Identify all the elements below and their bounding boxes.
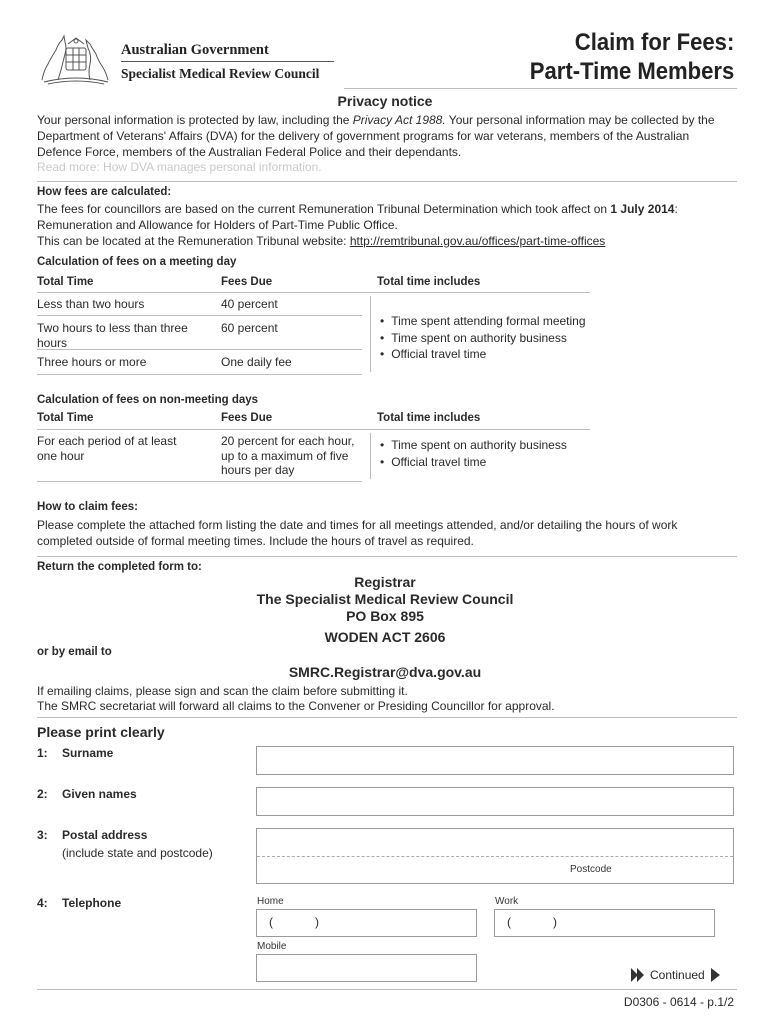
postal-address-label: Postal address: [62, 828, 148, 842]
continued-indicator: [630, 967, 725, 983]
council-name: Specialist Medical Review Council: [121, 66, 320, 81]
arrow-right-icon: [709, 967, 725, 983]
form-title: [529, 28, 734, 86]
meeting-col-fees-due: Fees Due: [221, 276, 273, 288]
telephone-label: Telephone: [62, 896, 122, 910]
nonmeeting-col-fees-due: Fees Due: [221, 412, 273, 424]
meeting-column-divider: [370, 296, 371, 372]
surname-label: Surname: [62, 746, 114, 760]
continued-label: Continued: [650, 968, 705, 982]
work-phone-input[interactable]: [494, 909, 715, 937]
postal-address-hint: (include state and postcode): [62, 846, 213, 860]
form-title-line-2: Part-Time Members: [529, 58, 734, 85]
email-address[interactable]: SMRC.Registrar@dva.gov.au: [288, 664, 482, 680]
nonmeeting-includes-list: [380, 437, 567, 470]
address-line: PO Box 895: [346, 608, 424, 624]
form-code: D0306 - 0614 - p.1/2: [623, 995, 734, 1009]
or-email-label: or by email to: [37, 646, 112, 658]
section-divider: [37, 556, 737, 557]
nonmeeting-time: For each period of at least one hour: [37, 434, 177, 463]
address-line: The Specialist Medical Review Council: [256, 591, 514, 607]
area-code-open: (: [507, 915, 511, 929]
meeting-row-2-time: Two hours to less than three hours: [37, 321, 188, 350]
address-dashed-divider: [257, 856, 733, 857]
work-phone-label: Work: [495, 896, 519, 907]
field-number: 4:: [37, 896, 48, 910]
home-phone-label: Home: [257, 896, 284, 907]
list-item: • Time spent attending formal meeting: [380, 313, 586, 330]
form-title-line-1: Claim for Fees:: [574, 29, 734, 56]
surname-input[interactable]: [256, 746, 734, 775]
form-heading: Please print clearly: [37, 724, 165, 740]
privacy-text-part-2: Your personal information may be collected by the Department of Veterans' Affairs (DVA) for the delivery of government programs for war veterans, members of the Australian Defence Force, members of the Australian Federal Police and their dependants.: [37, 113, 715, 159]
meeting-row-3-fee: One daily fee: [221, 355, 292, 369]
coat-of-arms-logo: [34, 30, 116, 86]
nonmeeting-fee: 20 percent for each hour, up to a maximum of five hours per day: [221, 434, 355, 477]
fees-line-1-end: :: [674, 202, 678, 216]
field-number: 2:: [37, 787, 48, 801]
fees-line-2: Remuneration and Allowance for Holders of Part-Time Public Office.: [37, 218, 398, 232]
nonmeeting-col-includes: Total time includes: [377, 412, 481, 424]
nonmeeting-row-rule: [37, 481, 362, 482]
meeting-row-2-fee: 60 percent: [221, 321, 278, 335]
address-line: Registrar: [354, 574, 416, 590]
field-number: 1:: [37, 746, 48, 760]
postcode-label: Postcode: [570, 864, 612, 875]
meeting-heading: Calculation of fees on a meeting day: [37, 256, 237, 268]
claim-text: Please complete the attached form listing the date and times for all meetings attended, and/or detailing the hours of work completed outside of formal meeting times. Include the hours of travel as required.: [37, 518, 678, 548]
meeting-col-includes: Total time includes: [377, 276, 481, 288]
government-name: Australian Government: [121, 42, 269, 58]
mobile-phone-label: Mobile: [257, 941, 287, 952]
given-names-input[interactable]: [256, 787, 734, 816]
privacy-read-more-link[interactable]: Read more: How DVA manages personal information.: [37, 160, 322, 174]
privacy-heading: Privacy notice: [337, 93, 433, 109]
list-item: • Time spent on authority business: [380, 437, 567, 454]
list-item: • Official travel time: [380, 454, 567, 471]
meeting-row-rule: [37, 349, 362, 350]
title-rule: [344, 88, 737, 89]
meeting-row-1-fee: 40 percent: [221, 297, 278, 311]
postal-address-input[interactable]: [256, 828, 734, 884]
field-number: 3:: [37, 828, 48, 842]
area-code-close: ): [553, 915, 557, 929]
nonmeeting-column-divider: [370, 433, 371, 479]
list-item: • Official travel time: [380, 346, 586, 363]
meeting-row-3-time: Three hours or more: [37, 355, 147, 369]
remtribunal-link[interactable]: http://remtribunal.gov.au/offices/part-time-offices: [349, 234, 606, 248]
mobile-phone-input[interactable]: [256, 954, 477, 982]
fees-effective-date: 1 July 2014: [610, 202, 675, 216]
fees-line-3: This can be located at the Remuneration Tribunal website:: [37, 234, 350, 248]
fees-heading: How fees are calculated:: [37, 186, 172, 198]
nonmeeting-heading: Calculation of fees on non-meeting days: [37, 394, 259, 406]
meeting-header-rule: [37, 292, 590, 293]
section-divider: [37, 717, 737, 718]
return-heading: Return the completed form to:: [37, 561, 202, 573]
privacy-text-part-1: Your personal information is protected by law, including the: [37, 113, 353, 127]
header-divider: [121, 61, 334, 62]
meeting-row-rule: [37, 374, 362, 375]
meeting-col-total-time: Total Time: [37, 276, 94, 288]
area-code-open: (: [269, 915, 273, 929]
meeting-row-rule: [37, 315, 362, 316]
area-code-close: ): [315, 915, 319, 929]
privacy-act-name: Privacy Act 1988.: [352, 113, 446, 127]
nonmeeting-header-rule: [37, 429, 590, 430]
email-note-1: If emailing claims, please sign and scan the claim before submitting it.: [37, 684, 408, 698]
double-arrow-right-icon: [630, 967, 646, 983]
nonmeeting-col-total-time: Total Time: [37, 412, 94, 424]
section-divider: [37, 181, 737, 182]
email-note-2: The SMRC secretariat will forward all claims to the Convener or Presiding Councillor for approval.: [37, 699, 555, 713]
meeting-includes-list: [380, 313, 586, 363]
footer-divider: [37, 989, 737, 990]
return-address: [0, 574, 770, 646]
address-line: WODEN ACT 2606: [324, 629, 446, 645]
claim-heading: How to claim fees:: [37, 501, 138, 513]
list-item: • Time spent on authority business: [380, 330, 586, 347]
given-names-label: Given names: [62, 787, 137, 801]
home-phone-input[interactable]: [256, 909, 477, 937]
fees-text: [37, 201, 737, 249]
meeting-row-1-time: Less than two hours: [37, 297, 145, 311]
privacy-text: [37, 112, 737, 160]
fees-line-1: The fees for councillors are based on the current Remuneration Tribunal Determination which took affect on: [37, 202, 611, 216]
